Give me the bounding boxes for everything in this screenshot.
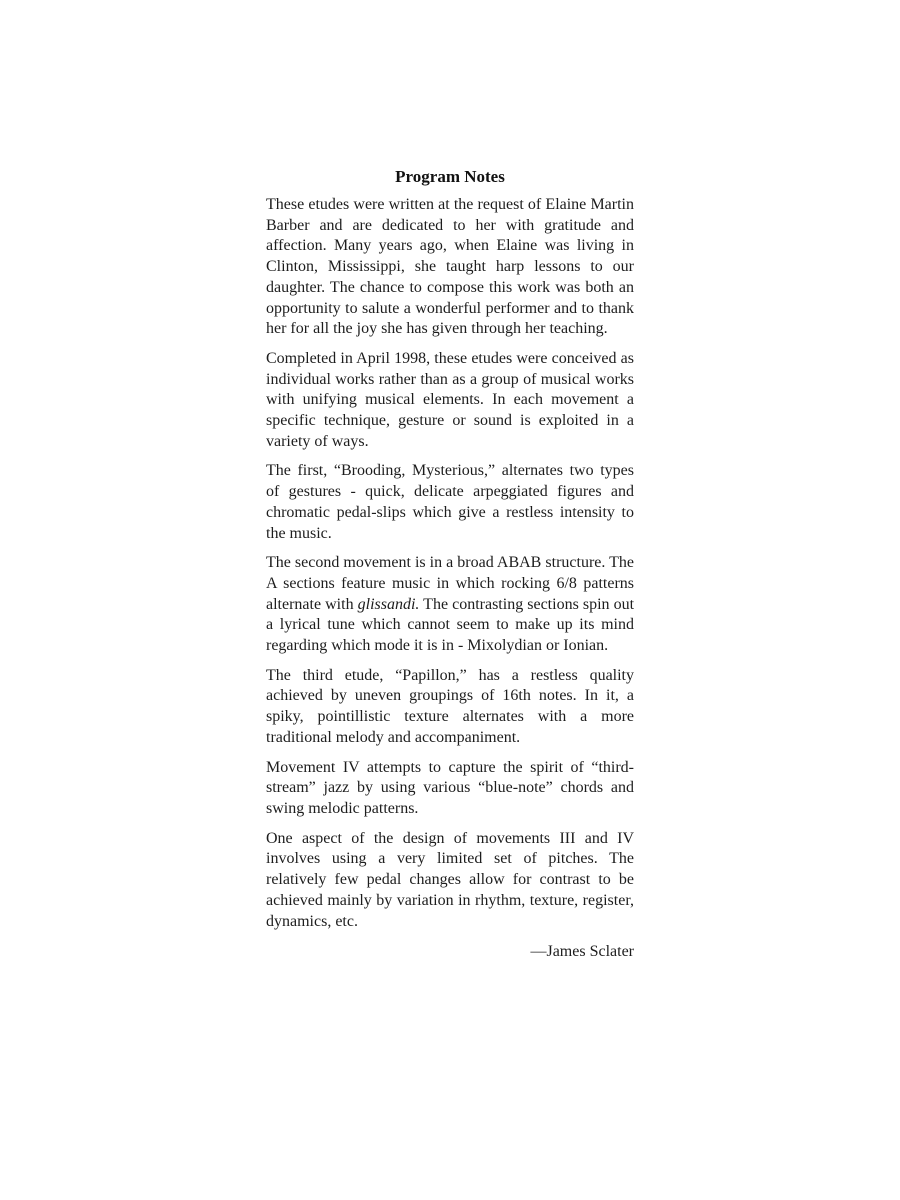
second-movement-text-end: The contrasting sections spin out a lyrical tune which cannot seem to make up its mind regarding which mode it is in - Mixolydian or Ionian. xyxy=(266,595,635,655)
second-movement-text-start: The second movement is in a broad ABAB structure. The A sections feature music in which rocking 6/8 patterns alternate with xyxy=(266,554,634,613)
paragraph-dedication: These etudes were written at the request of Elaine Martin Barber and are dedicated to her with gratitude and affection. Many years ago, when Elaine was living in Clinton, Mississippi, she taught harp lessons to our daughter. The chance to compose this work was both an opportunity to salute a wonderful performer and to thank her for all the joy she has given through her teaching. xyxy=(266,196,634,338)
paragraph-design: One aspect of the design of movements III and IV involves using a very limited set of pitches. The relatively few pedal changes allow for contrast to be achieved mainly by variation in rhythm, texture, register, dynamics, etc. xyxy=(266,829,634,930)
author-signature: —James Sclater xyxy=(530,943,634,961)
second-movement-italic-term: glissandi. xyxy=(357,595,420,613)
paragraph-fourth-movement: Movement IV attempts to capture the spirit of “third-stream” jazz by using various “blue-note” chords and swing melodic patterns. xyxy=(266,758,634,817)
page-title: Program Notes xyxy=(395,167,505,186)
program-notes-column xyxy=(266,165,634,963)
paragraph-second-movement xyxy=(266,553,634,657)
paragraph-composition: Completed in April 1998, these etudes were conceived as individual works rather than as a group of musical works with unifying musical elements. In each movement a specific technique, gesture or sound is exploited in a variety of ways. xyxy=(266,349,634,450)
paragraph-third-movement: The third etude, “Papillon,” has a restless quality achieved by uneven groupings of 16th notes. In it, a spiky, pointillistic texture alternates with a more traditional melody and accompaniment. xyxy=(266,666,634,746)
paragraph-first-movement: The first, “Brooding, Mysterious,” alternates two types of gestures - quick, delicate arpeggiated figures and chromatic pedal-slips which give a restless intensity to the music. xyxy=(266,462,634,542)
